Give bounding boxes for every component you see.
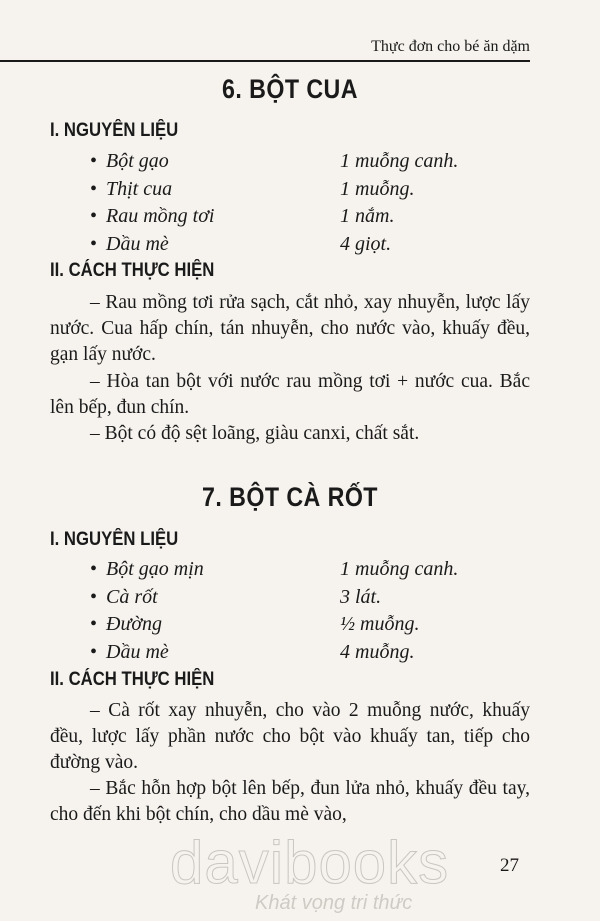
ingredient-item: [0, 641, 600, 669]
ingredient-quantity: 4 giọt.: [340, 232, 392, 255]
method-step: – Rau mồng tơi rửa sạch, cắt nhỏ, xay nhuyễn, lược lấy nước. Cua hấp chín, tán nhuyễn, cho nước vào, khuấy đều, gạn lấy nước.: [50, 292, 530, 365]
ingredient-item: [0, 586, 600, 614]
recipe-title: 6. BỘT CUA: [222, 74, 358, 104]
publisher-watermark: davibooks: [170, 829, 450, 896]
ingredient-item: [0, 558, 600, 586]
ingredient-list: [0, 558, 600, 668]
ingredient-name: Dầu mè: [106, 640, 169, 663]
ingredient-quantity: ½ muỗng.: [340, 613, 420, 635]
ingredient-name: Bột gạo: [106, 150, 169, 172]
ingredient-name: Bột gạo mịn: [106, 558, 204, 580]
ingredient-quantity: 1 muỗng.: [340, 177, 415, 200]
ingredients-heading: I. NGUYÊN LIỆU: [50, 120, 179, 141]
bullet-icon: •: [90, 640, 98, 663]
ingredient-name: Đường: [106, 613, 163, 635]
ingredient-quantity: 4 muỗng.: [340, 640, 415, 663]
bullet-icon: •: [90, 150, 98, 172]
ingredient-list: [0, 150, 600, 260]
ingredient-item: [0, 233, 600, 261]
ingredient-item: [0, 613, 600, 641]
ingredient-name: Thịt cua: [106, 177, 173, 200]
method-step: – Bột có độ sệt loãng, giàu canxi, chất sắt.: [90, 423, 420, 444]
ingredient-item: [0, 205, 600, 233]
ingredient-name: Cà rốt: [106, 585, 158, 608]
bullet-icon: •: [90, 205, 98, 227]
ingredient-name: Rau mồng tơi: [106, 205, 215, 227]
method-heading: II. CÁCH THỰC HIỆN: [50, 260, 215, 281]
ingredient-quantity: 1 muỗng canh.: [340, 150, 459, 172]
ingredient-quantity: 1 muỗng canh.: [340, 558, 459, 580]
ingredient-item: [0, 178, 600, 206]
bullet-icon: •: [90, 558, 98, 580]
header-title: Thực đơn cho bé ăn dặm: [371, 38, 530, 55]
ingredients-heading: I. NGUYÊN LIỆU: [50, 529, 179, 550]
page-number: 27: [500, 855, 519, 876]
ingredient-quantity: 3 lát.: [340, 585, 382, 608]
bullet-icon: •: [90, 232, 98, 255]
bullet-icon: •: [90, 585, 98, 608]
recipe-title: 7. BỘT CÀ RỐT: [202, 482, 378, 512]
bullet-icon: •: [90, 177, 98, 200]
running-header: [0, 34, 530, 62]
bullet-icon: •: [90, 613, 98, 635]
watermark-tagline: Khát vọng tri thức: [255, 892, 413, 914]
method-heading: II. CÁCH THỰC HIỆN: [50, 669, 215, 690]
ingredient-name: Dầu mè: [106, 232, 169, 255]
method-step: – Hòa tan bột với nước rau mồng tơi + nước cua. Bắc lên bếp, đun chín.: [50, 371, 530, 418]
method-step: – Cà rốt xay nhuyễn, cho vào 2 muỗng nước, khuấy đều, lược lấy phần nước cho bột vào khuấy tan, tiếp cho đường vào.: [50, 700, 530, 773]
method-step: – Bắc hỗn hợp bột lên bếp, đun lửa nhỏ, khuấy đều tay, cho đến khi bột chín, cho dầu mè vào,: [50, 778, 530, 825]
ingredient-quantity: 1 nắm.: [340, 205, 395, 227]
ingredient-item: [0, 150, 600, 178]
